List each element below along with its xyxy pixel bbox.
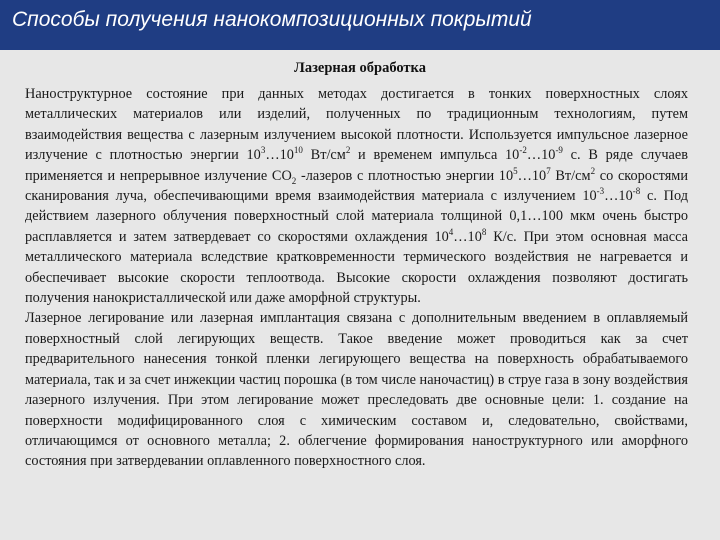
body-text xyxy=(25,84,688,472)
page-title: Способы получения нанокомпозиционных покрытий xyxy=(12,8,532,31)
paragraph-laser-processing: Наноструктурное состояние при данных методах достигается в тонких поверхностных слоях металлических материалов или изделий, полученных по традиционным технологиям, путем взаимодействия вещества с лазерным излучением высокой плотности. Используется импульсное лазерное излучение с плотностью энергии $10^3\dots 10^{10}$ $Вт/см^2$ и временем импульса $10^{-2}\dots 10^{-9}$ с. В ряде случаев применяется и непрерывное излучение $CO_2$ -лазеров с плотностью энергии $10^5\dots 10^7$ $Вт/см^2$ со скоростями сканирования луча, обеспечивающими время взаимодействия материала с излучением $10^{-3}\dots 10^{-8}$ с. Под действием лазерного облучения поверхностный слой материала толщиной 0,1…100 мкм очень быстро расплавляется и затем затвердевает со скоростями охлаждения $10^4\dots 10^8$ К/с. При этом основная масса металлического материала вследствие кратковременности термического воздействия не нагревается и обеспечивает высокие скорости теплоотвода. Высокие скорости охлаждения позволяют достигать получения нанокристаллической или даже аморфной структуры. xyxy=(25,86,688,307)
header-bar xyxy=(0,0,720,50)
section-title: Лазерная обработка xyxy=(294,60,426,76)
paragraph-laser-alloying: Лазерное легирование или лазерная имплантация связана с дополнительным введением в оплавляемый поверхностный слой легирующих веществ. Такое введение может проводиться как за счет предварительного нанесения тонкой пленки легирующего вещества на поверхность обрабатываемого материала, так и за счет инжекции частиц порошка (в том числе наночастиц) в струе газа в зону воздействия лазерного излучения. При этом легирование может преследовать две основные цели: 1. создание на поверхности модифицированного слоя с химическим составом и, следовательно, свойствами, отличающимся от основного металла; 2. облегчение формирования наноструктурного или аморфного состояния при затвердевании оплавленного поверхностного слоя. xyxy=(25,310,688,470)
content-area xyxy=(0,50,720,540)
